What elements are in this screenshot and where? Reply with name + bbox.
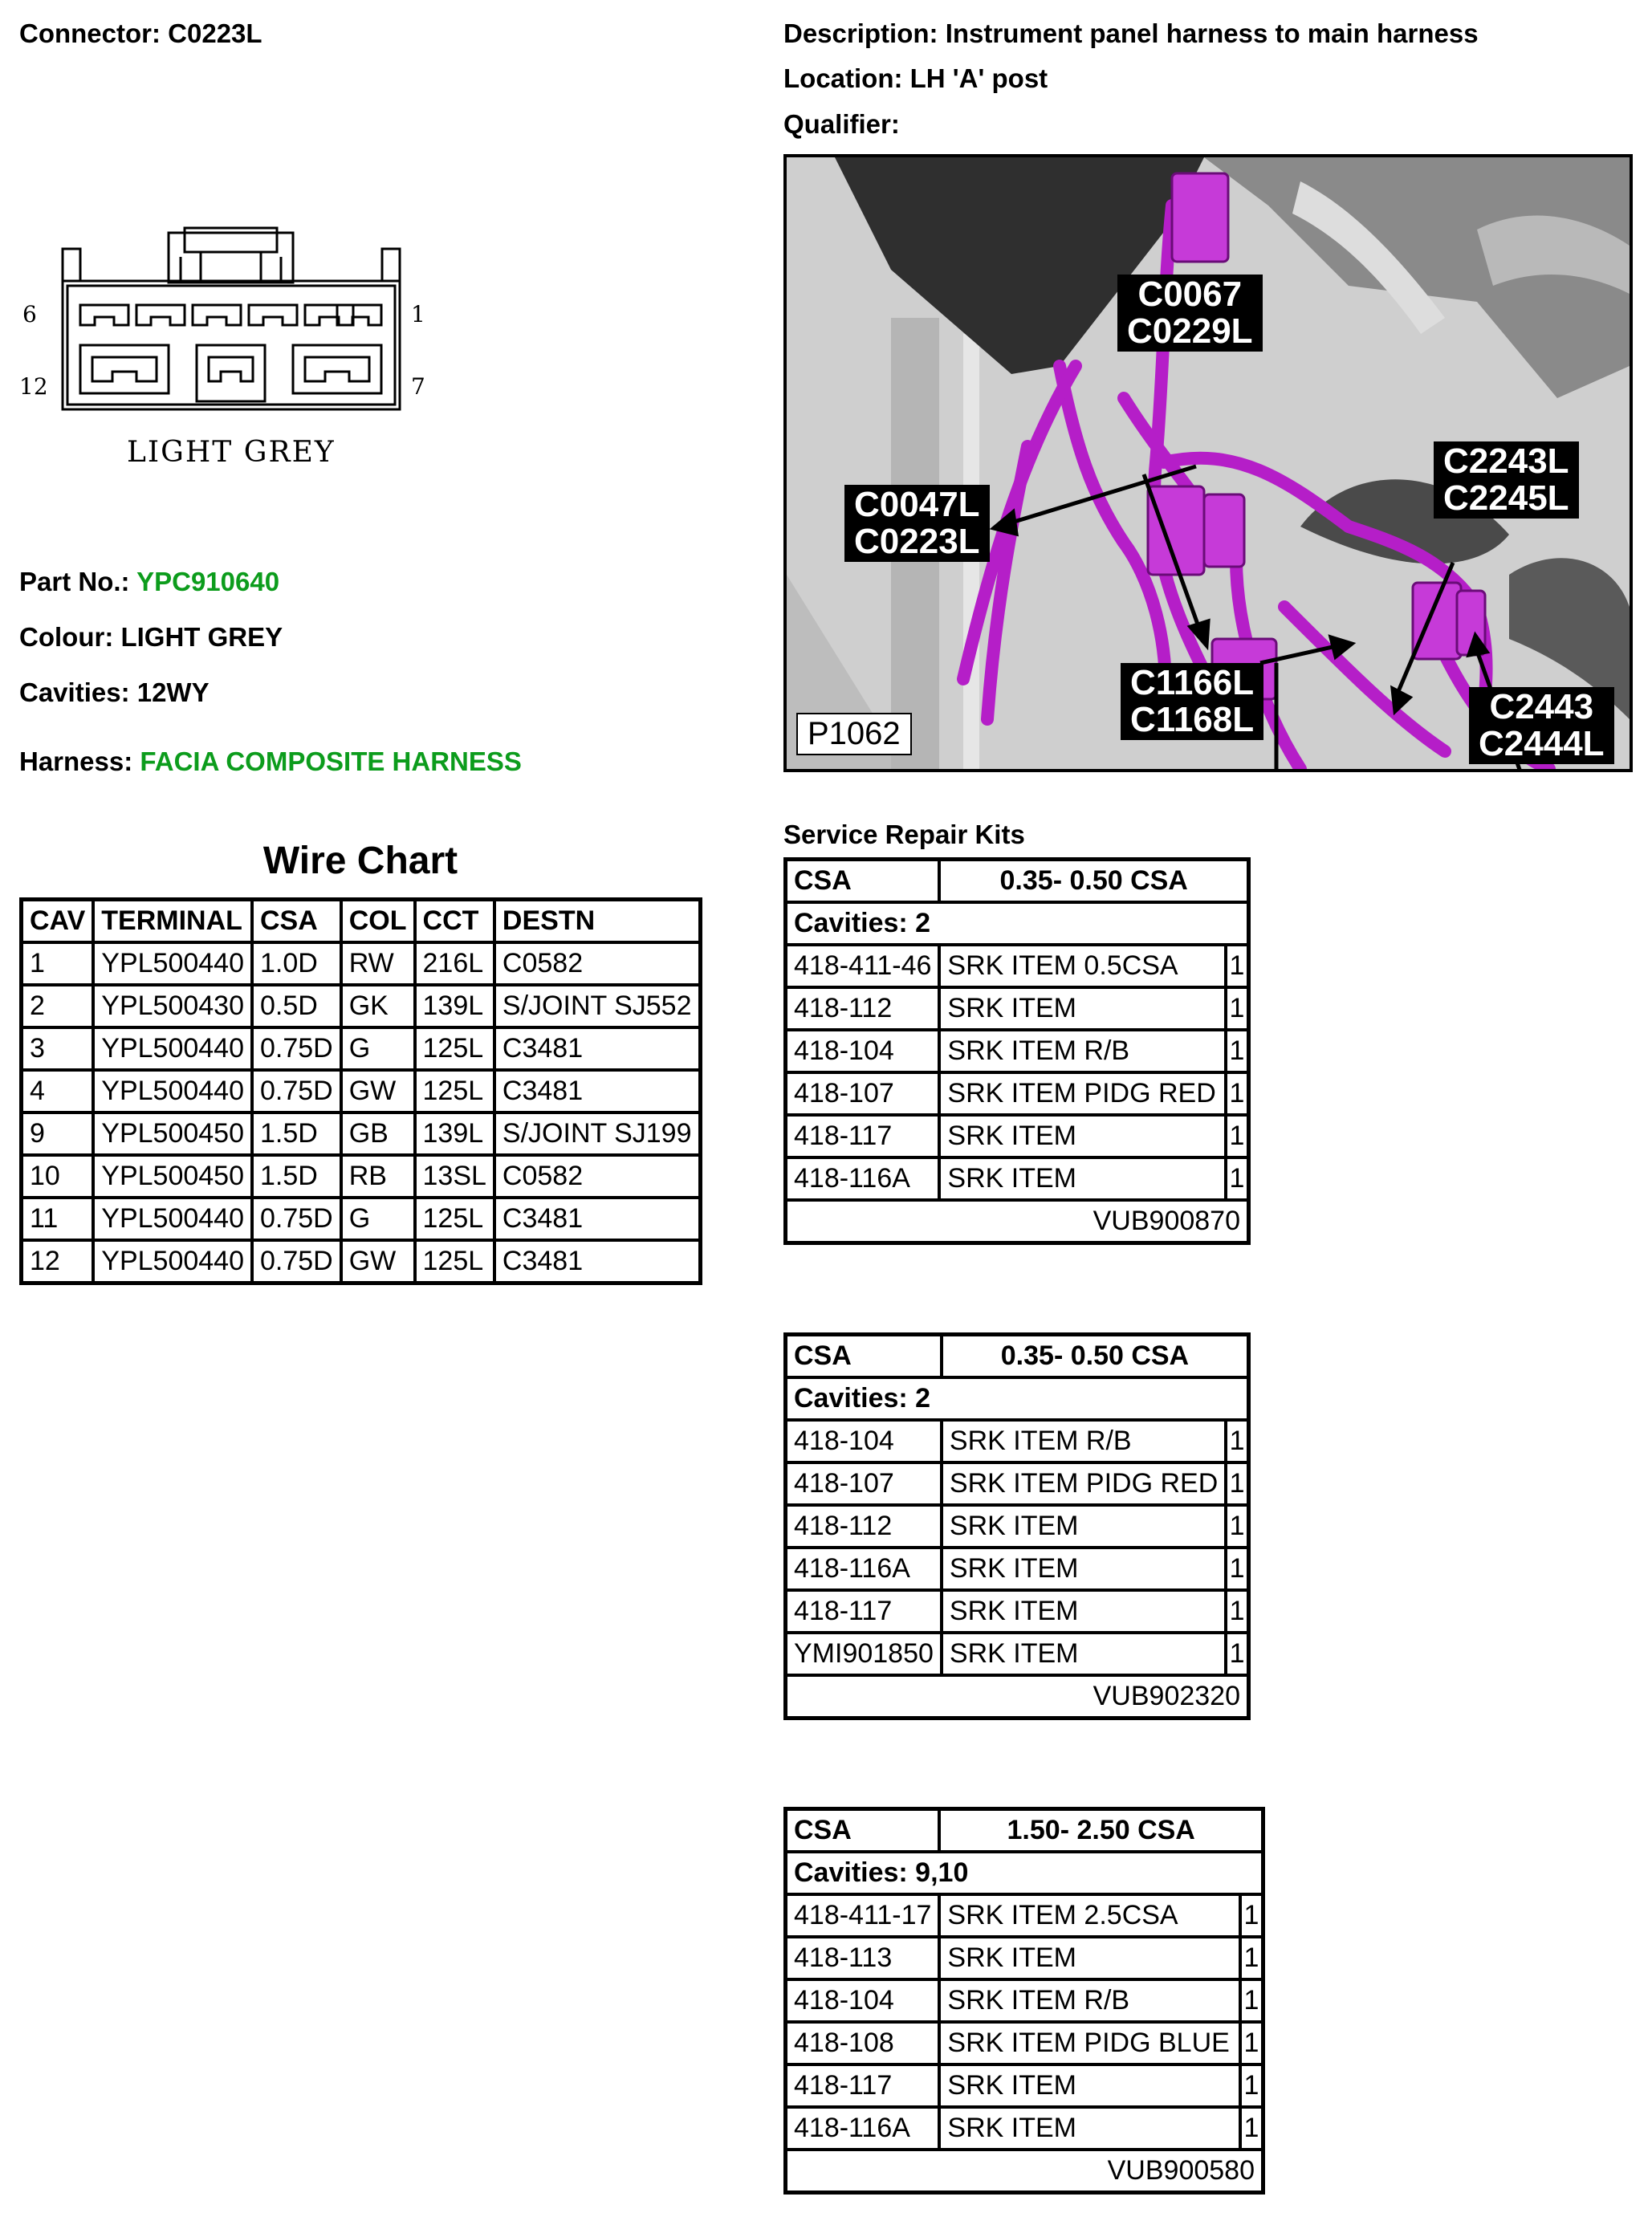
col-header-csa: CSA — [252, 900, 341, 943]
table-row: 418-113 SRK ITEM 1 — [786, 1937, 1263, 1979]
part-number-line — [19, 566, 279, 598]
table-row: 418-411-46 SRK ITEM 0.5CSA 1 — [786, 945, 1249, 987]
harness-value: FACIA COMPOSITE HARNESS — [140, 746, 522, 776]
kit-number-row: VUB900870 — [786, 1200, 1249, 1243]
connector-face-diagram — [16, 225, 433, 482]
kit-header-row: CSA 0.35- 0.50 CSA — [786, 1335, 1249, 1378]
connector-label: Connector: C0223L — [19, 18, 262, 48]
callout-c0047l-c0223l: C0047L C0223L — [844, 485, 990, 562]
callout-c0067-c0229l: C0067 C0229L — [1117, 275, 1263, 352]
location-label: Location: LH 'A' post — [783, 63, 1048, 93]
kit-header-row: CSA 1.50- 2.50 CSA — [786, 1809, 1263, 1853]
table-row: 3 YPL500440 0.75D G 125L C3481 — [22, 1027, 701, 1070]
table-row: 9 YPL500450 1.5D GB 139L S/JOINT SJ199 — [22, 1113, 701, 1155]
kit-header-row: CSA 0.35- 0.50 CSA — [786, 860, 1249, 903]
table-row: 418-117 SRK ITEM 1 — [786, 1115, 1249, 1157]
repair-kit-table-3 — [783, 1807, 1265, 2195]
table-row: 2 YPL500430 0.5D GK 139L S/JOINT SJ552 — [22, 985, 701, 1027]
col-header-cav: CAV — [22, 900, 94, 943]
colour-line: Colour: LIGHT GREY — [19, 622, 283, 652]
wire-chart-header-row — [22, 900, 701, 943]
location-photo — [783, 154, 1633, 772]
kit-cavities-row: Cavities: 2 — [786, 902, 1249, 945]
qualifier-label: Qualifier: — [783, 109, 900, 139]
col-header-cct: CCT — [415, 900, 494, 943]
table-row: 418-104 SRK ITEM R/B 1 — [786, 1979, 1263, 2022]
wire-chart-table — [19, 897, 702, 1285]
table-row: 4 YPL500440 0.75D GW 125L C3481 — [22, 1070, 701, 1113]
table-row: 12 YPL500440 0.75D GW 125L C3481 — [22, 1240, 701, 1283]
kit-number-row: VUB902320 — [786, 1675, 1249, 1719]
harness-line — [19, 746, 522, 778]
callout-c2243l-c2245l: C2243L C2245L — [1434, 441, 1579, 519]
cavities-line: Cavities: 12WY — [19, 677, 210, 707]
service-repair-kits-title: Service Repair Kits — [783, 820, 1025, 849]
table-row: 418-117 SRK ITEM 1 — [786, 2064, 1263, 2107]
table-row: 10 YPL500450 1.5D RB 13SL C0582 — [22, 1155, 701, 1198]
callout-c2443-c2444l: C2443 C2444L — [1469, 687, 1614, 764]
part-number-label: Part No.: — [19, 567, 130, 596]
kit-cavities-row: Cavities: 2 — [786, 1377, 1249, 1420]
col-header-terminal: TERMINAL — [93, 900, 252, 943]
repair-kit-table-2 — [783, 1332, 1251, 1720]
connector-colour-caption: LIGHT GREY — [127, 436, 336, 469]
harness-label: Harness: — [19, 746, 133, 776]
callout-c1166l-c1168l: C1166L C1168L — [1121, 663, 1263, 740]
table-row: 418-104 SRK ITEM R/B 1 — [786, 1030, 1249, 1072]
table-row: 418-112 SRK ITEM 1 — [786, 987, 1249, 1030]
part-number-value: YPC910640 — [136, 567, 280, 596]
kit-number-row: VUB900580 — [786, 2150, 1263, 2193]
table-row: 418-108 SRK ITEM PIDG BLUE 1 — [786, 2022, 1263, 2064]
pin-number-6: 6 — [22, 301, 37, 327]
col-header-col: COL — [341, 900, 415, 943]
pin-number-1: 1 — [411, 301, 425, 327]
table-row: 418-112 SRK ITEM 1 — [786, 1505, 1249, 1548]
table-row: 418-107 SRK ITEM PIDG RED 1 — [786, 1072, 1249, 1115]
table-row: 1 YPL500440 1.0D RW 216L C0582 — [22, 942, 701, 985]
photo-reference: P1062 — [796, 713, 912, 755]
table-row: 11 YPL500440 0.75D G 125L C3481 — [22, 1198, 701, 1240]
table-row: YMI901850 SRK ITEM 1 — [786, 1633, 1249, 1675]
wire-chart-title: Wire Chart — [262, 840, 458, 882]
table-row: 418-104 SRK ITEM R/B 1 — [786, 1420, 1249, 1462]
table-row: 418-107 SRK ITEM PIDG RED 1 — [786, 1462, 1249, 1505]
col-header-destn: DESTN — [494, 900, 700, 943]
table-row: 418-116A SRK ITEM 1 — [786, 1548, 1249, 1590]
table-row: 418-117 SRK ITEM 1 — [786, 1590, 1249, 1633]
pin-number-7: 7 — [411, 373, 425, 400]
description-label: Description: Instrument panel harness to main harness — [783, 18, 1479, 48]
pin-number-12: 12 — [19, 373, 48, 400]
table-row: 418-116A SRK ITEM 1 — [786, 1157, 1249, 1200]
table-row: 418-411-17 SRK ITEM 2.5CSA 1 — [786, 1894, 1263, 1937]
table-row: 418-116A SRK ITEM 1 — [786, 2107, 1263, 2150]
kit-cavities-row: Cavities: 9,10 — [786, 1852, 1263, 1894]
repair-kit-table-1 — [783, 857, 1251, 1245]
